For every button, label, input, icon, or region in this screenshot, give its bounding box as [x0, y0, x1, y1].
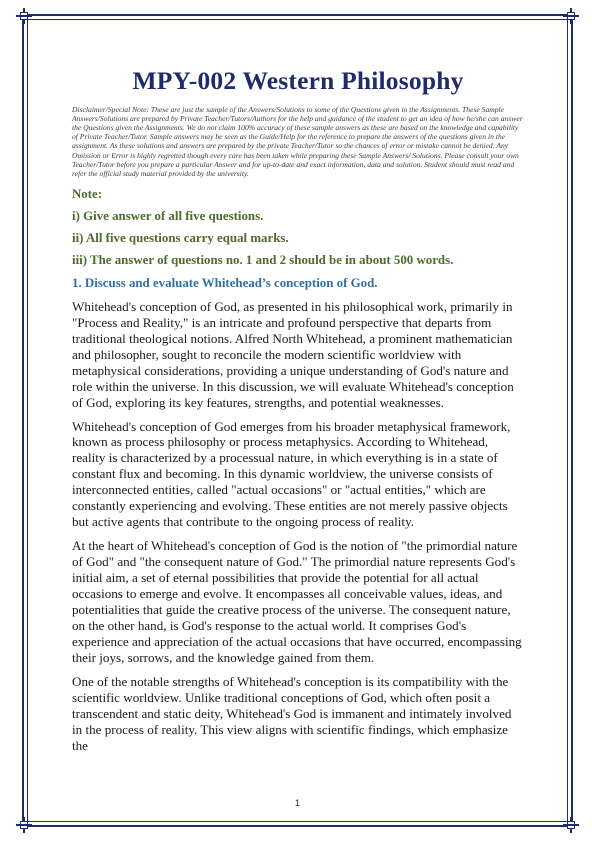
body-paragraph-3: At the heart of Whitehead's conception of God is the notion of "the primordial nature of God" and "the consequent nature of God." The primordial nature represents God's initial aim, a set of eternal possibilities that provide the potential for all actual occasions to emerge and evolve. It encompasses all conceivable values, ideas, and potentialities that guide the creative process of the universe. The consequent nature, on the other hand, is God's response to the actual world. It comprises God's experience and appreciation of the actual occasions that have occurred, encompassing their joys, sorrows, and the knowledge gained from them.	[72, 538, 522, 666]
corner-ornament-bottom-right	[563, 817, 579, 833]
note-item-3: iii) The answer of questions no. 1 and 2 should be in about 500 words.	[72, 253, 454, 268]
note-item-2: ii) All five questions carry equal marks.	[72, 231, 289, 246]
disclaimer: Disclaimer/Special Note: These are just the sample of the Answers/Solutions to some of the Questions given in the Assignments. These Sample Answers/Solutions are prepared by Private Teacher/Tutors/Authors for the help and guidance of the student to get an idea of how he/she can answer the Questions given the Assignments. We do not claim 100% accuracy of these sample answers as these are based on the knowledge and capability of Private Teacher/Tutor. Sample answers may be seen as the Guide/Help for the reference to prepare the answers of the questions given in the assignment. As these solutions and answers are prepared by the private Teacher/Tutor so the chances of error or mistake cannot be denied. Any Omission or Error is highly regretted though every care has been taken while preparing these Sample Answers/ Solutions. Please consult your own Teacher/Tutor before you prepare a particular Answer and for up-to-date and exact information, data and solution. Student should must read and refer the official study material provided by the university.	[72, 104, 523, 178]
note-heading: Note:	[72, 187, 103, 202]
page-content	[72, 66, 524, 762]
corner-ornament-top-right	[563, 8, 579, 24]
corner-ornament-top-left	[16, 8, 32, 24]
corner-ornament-bottom-left	[16, 817, 32, 833]
body-paragraph-4: One of the notable strengths of Whitehead's conception is its compatibility with the scientific worldview. Unlike traditional conceptions of God, which often posit a transcendent and static deity, Whitehead's God is immanent and intimately involved in the process of reality. This view aligns with scientific findings, which emphasize the	[72, 674, 512, 753]
page-number: 1	[294, 798, 300, 808]
body-paragraph-1: Whitehead's conception of God, as presented in his philosophical work, primarily in "Process and Reality," is an intricate and profound perspective that departs from traditional theological notions. Alfred North Whitehead, a prominent mathematician and philosopher, sought to reconcile the modern scientific worldview with metaphysical considerations, providing a unique understanding of God's nature and role within the universe. In this discussion, we will evaluate Whitehead's conception of God, exploring its key features, strengths, and potential weaknesses.	[72, 298, 514, 410]
note-item-1: i) Give answer of all five questions.	[72, 209, 264, 224]
question-heading: 1. Discuss and evaluate Whitehead’s conception of God.	[72, 275, 378, 290]
body-paragraph-2: Whitehead's conception of God emerges from his broader metaphysical framework, known as process philosophy or process metaphysics. According to Whitehead, reality is characterized by a processual nature, in which everything is in a state of constant flux and becoming. In this dynamic worldview, the universe consists of interconnected entities, called "actual occasions" or "actual entities," which are constantly experiencing and evolving. These entities are not merely passive objects but active agents that contribute to the ongoing process of reality.	[72, 418, 511, 530]
page-title: MPY-002 Western Philosophy	[132, 66, 464, 95]
